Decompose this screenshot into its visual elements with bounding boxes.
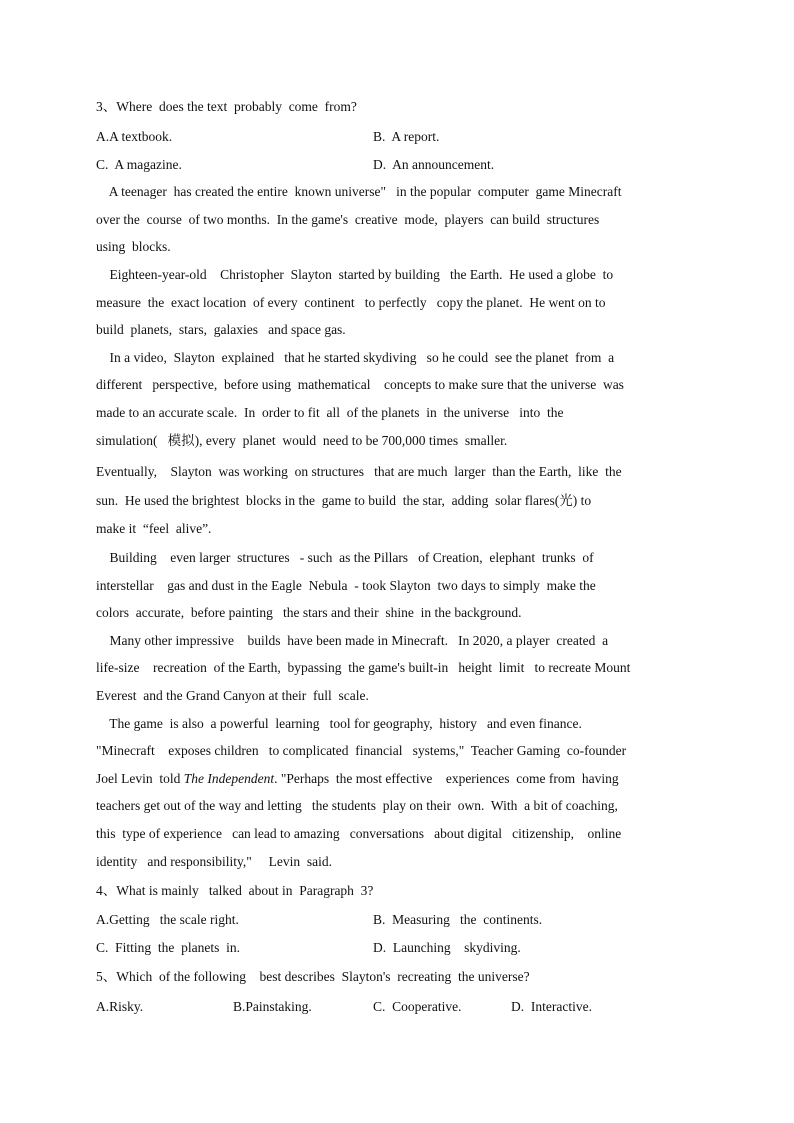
passage-text: Joel Levin told (96, 771, 184, 786)
passage-line: Building even larger structures - such as the Pillars of Creation, elephant trunks of (96, 550, 594, 565)
passage-line: different perspective, before using mathematical concepts to make sure that the universe was (96, 377, 624, 392)
question-4-stem: 4、What is mainly talked about in Paragraph 3? (96, 883, 374, 898)
passage-line: colors accurate, before painting the stars and their shine in the background. (96, 605, 522, 620)
passage-line: over the course of two months. In the game's creative mode, players can build structures (96, 212, 600, 227)
passage-line: measure the exact location of every continent to perfectly copy the planet. He went on to (96, 295, 606, 310)
q5-option-d: D. Interactive. (511, 999, 592, 1014)
passage-line: In a video, Slayton explained that he started skydiving so he could see the planet from a (96, 350, 615, 365)
q5-option-c: C. Cooperative. (373, 999, 462, 1014)
passage-line: simulation( 模拟), every planet would need to be 700,000 times smaller. (96, 433, 508, 448)
passage-text: . "Perhaps the most effective experiences come from having (274, 771, 619, 786)
passage-line: Many other impressive builds have been made in Minecraft. In 2020, a player created a (96, 633, 609, 648)
passage-line: teachers get out of the way and letting the students play on their own. With a bit of coaching, (96, 798, 618, 813)
q5-option-a: A.Risky. (96, 999, 144, 1014)
passage-line: life-size recreation of the Earth, bypassing the game's built-in height limit to recreate Mount (96, 660, 631, 675)
passage-line: this type of experience can lead to amazing conversations about digital citizenship, online (96, 826, 622, 841)
passage-line: The game is also a powerful learning tool for geography, history and even finance. (96, 716, 582, 731)
publication-title: The Independent (183, 771, 275, 786)
q3-option-b: B. A report. (373, 129, 440, 144)
question-5-stem: 5、Which of the following best describes Slayton's recreating the universe? (96, 969, 530, 984)
passage-line: sun. He used the brightest blocks in the game to build the star, adding solar flares(光) to (96, 493, 592, 508)
passage-line (96, 770, 619, 788)
q4-option-a: A.Getting the scale right. (96, 912, 239, 927)
passage-line: made to an accurate scale. In order to fit all of the planets in the universe into the (96, 405, 564, 420)
q4-option-b: B. Measuring the continents. (373, 912, 543, 927)
q3-option-c: C. A magazine. (96, 157, 182, 172)
passage-line: make it “feel alive”. (96, 521, 212, 536)
q3-option-a: A.A textbook. (96, 129, 173, 144)
passage-line: build planets, stars, galaxies and space gas. (96, 322, 346, 337)
passage-line: Eighteen-year-old Christopher Slayton started by building the Earth. He used a globe to (96, 267, 614, 282)
q3-option-d: D. An announcement. (373, 157, 495, 172)
q5-option-b: B.Painstaking. (233, 999, 312, 1014)
passage-line: identity and responsibility," Levin said. (96, 854, 332, 869)
passage-line: Everest and the Grand Canyon at their full scale. (96, 688, 369, 703)
passage-line: "Minecraft exposes children to complicated financial systems," Teacher Gaming co-founder (96, 743, 627, 758)
passage-line: interstellar gas and dust in the Eagle Nebula - took Slayton two days to simply make the (96, 578, 596, 593)
passage-line: using blocks. (96, 239, 171, 254)
question-3-stem: 3、Where does the text probably come from? (96, 99, 357, 114)
passage-line: A teenager has created the entire known universe" in the popular computer game Minecraft (96, 184, 622, 199)
q4-option-d: D. Launching skydiving. (373, 940, 521, 955)
passage-line: Eventually, Slayton was working on structures that are much larger than the Earth, like the (96, 464, 622, 479)
q4-option-c: C. Fitting the planets in. (96, 940, 240, 955)
